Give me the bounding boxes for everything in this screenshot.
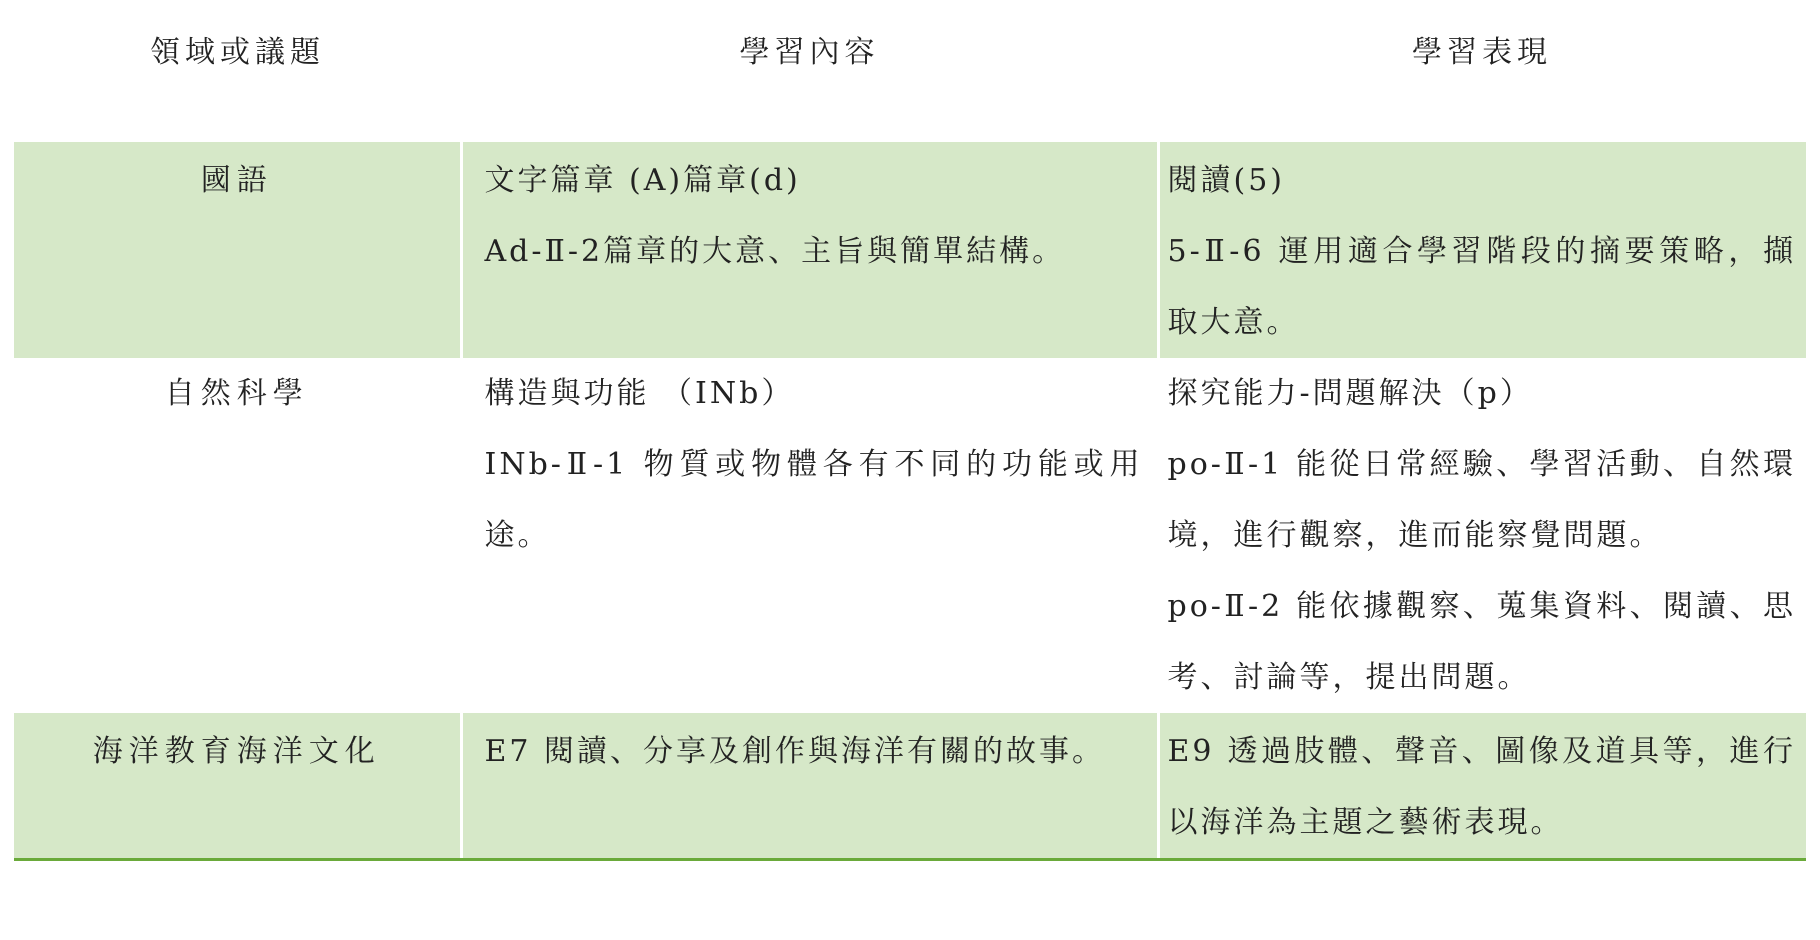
table-row: [14, 358, 1806, 713]
content-line: E7 閱讀、分享及創作與海洋有關的故事。: [484, 734, 1106, 769]
content-cell: [461, 713, 1158, 860]
header-row: [14, 15, 1806, 142]
content-line: Ad-Ⅱ-2篇章的大意、主旨與簡單結構。: [484, 234, 1066, 269]
header-learning-content: 學習內容: [739, 35, 880, 70]
performance-line: po-Ⅱ-2 能依據觀察、蒐集資料、閱讀、思考、討論等，提出問題。: [1167, 589, 1796, 695]
area-cell: 自然科學: [164, 376, 309, 411]
content-line: INb-Ⅱ-1 物質或物體各有不同的功能或用途。: [484, 447, 1143, 553]
performance-cell: [1158, 358, 1806, 713]
table-row: [14, 713, 1806, 860]
performance-cell: [1158, 142, 1806, 358]
header-learning-performance: 學習表現: [1412, 35, 1552, 70]
curriculum-table: [14, 15, 1806, 861]
header-area: 領域或議題: [150, 35, 325, 70]
content-cell: [461, 142, 1158, 358]
content-line: 構造與功能 （INb）: [484, 376, 795, 411]
performance-line: 探究能力-問題解決（p）: [1167, 376, 1533, 411]
performance-line: po-Ⅱ-1 能從日常經驗、學習活動、自然環境，進行觀察，進而能察覺問題。: [1167, 447, 1796, 553]
area-cell: 海洋教育海洋文化: [14, 713, 461, 860]
performance-line: 閱讀(5): [1167, 163, 1285, 198]
content-cell: [461, 358, 1158, 713]
table-row: [14, 142, 1806, 358]
content-line: 文字篇章 (A)篇章(d): [484, 163, 801, 198]
performance-cell: [1158, 713, 1806, 860]
performance-line: 5-Ⅱ-6 運用適合學習階段的摘要策略，擷取大意。: [1167, 234, 1796, 340]
area-cell: 國語: [14, 142, 461, 358]
performance-line: E9 透過肢體、聲音、圖像及道具等，進行以海洋為主題之藝術表現。: [1167, 734, 1796, 840]
